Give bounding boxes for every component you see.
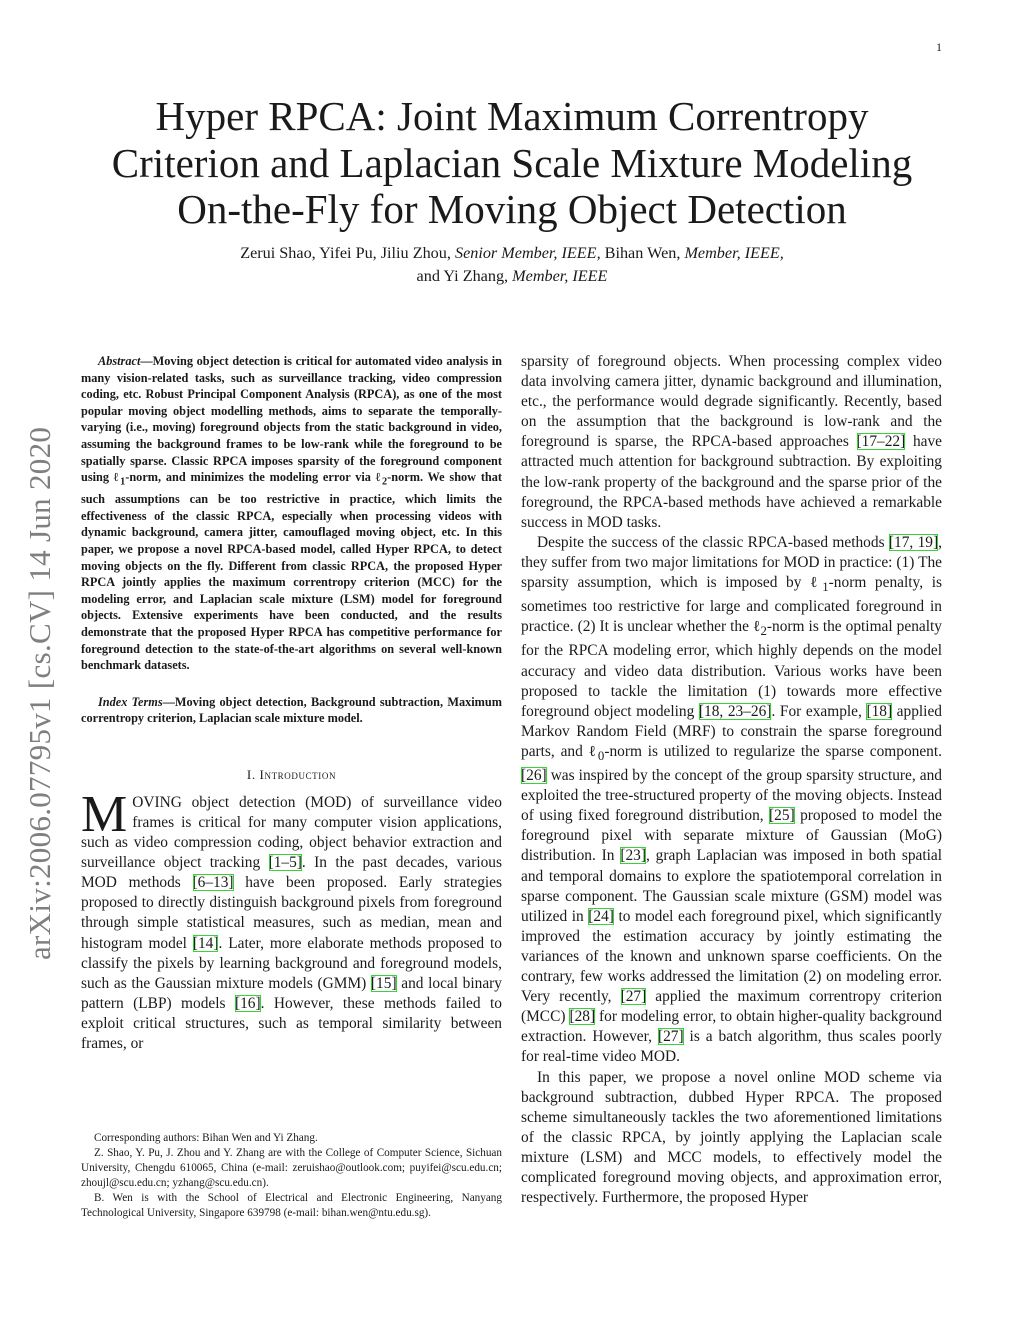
citation-link[interactable]: [27] bbox=[620, 988, 647, 1006]
title-line: Hyper RPCA: Joint Maximum Correntropy bbox=[155, 93, 869, 139]
body-text: proposed to model the foreground pixel with separate mixture of Gaussian (MoG) distribution. In bbox=[521, 807, 943, 865]
body-text: and local binary pattern (LBP) models bbox=[81, 974, 502, 1012]
body-text: -norm penalty, is sometimes too restrictive for large and complicated foreground in practice. (2) It is unclear whether the ℓ bbox=[521, 574, 942, 636]
body-text: have been proposed. Early strategies proposed to directly distinguish background pixels from foreground through simple statistical measures, such as median, mean and histogram model bbox=[81, 874, 502, 952]
body-paragraph bbox=[521, 533, 942, 1068]
citation-link[interactable]: [27] bbox=[657, 1028, 684, 1046]
body-text: for modeling error, to obtain higher-quality background extraction. However, bbox=[521, 1008, 942, 1046]
subscript: 1 bbox=[822, 580, 829, 595]
author-membership: Member, IEEE, bbox=[684, 244, 784, 262]
body-paragraph bbox=[521, 352, 942, 533]
abstract-text: -norm. We show that such assumptions can be too restrictive in practice, which limits the effectiveness of the classic RPCA, especially when processing videos with dynamic background, camera jitter, camouflaged moving object, etc. In this paper, we propose a novel RPCA-based model, called Hyper RPCA, to detect moving objects on the fly. Different from classic RPCA, the proposed Hyper RPCA jointly applies the maximum correntropy criterion (MCC) for the modeling error, and Laplacian scale mixture (LSM) model for foreground objects. Extensive experiments have been conducted, and the results demonstrate that the proposed Hyper RPCA has competitive performance for foreground detection to the state-of-the-art algorithms on several well-known benchmark datasets. bbox=[81, 470, 503, 673]
title-line: Criterion and Laplacian Scale Mixture Modeling bbox=[111, 139, 913, 186]
body-text: . For example, bbox=[771, 702, 867, 720]
citation-link[interactable]: [23] bbox=[620, 847, 646, 865]
citation-link[interactable]: [15] bbox=[370, 974, 397, 992]
right-column bbox=[521, 352, 942, 1208]
citation-link[interactable]: [14] bbox=[192, 934, 219, 952]
author-membership: Senior Member, IEEE, bbox=[454, 244, 601, 262]
section-heading bbox=[81, 767, 502, 783]
drop-cap: M bbox=[81, 785, 128, 843]
author-names: Zerui Shao, Yifei Pu, Jiliu Zhou, bbox=[240, 244, 455, 262]
body-text: . In the past decades, various MOD methods bbox=[81, 854, 502, 892]
body-text: . Later, more elaborate methods proposed to classify the pixels by learning background and foreground models, such as the Gaussian mixture models (GMM) bbox=[81, 934, 502, 992]
index-terms bbox=[81, 694, 502, 727]
footnote: Z. Shao, Y. Pu, J. Zhou and Y. Zhang are with the College of Computer Science, Sichuan University, Chengdu 610065, China (e-mail: zeruishao@outlook.com; puyifei@scu.edu.cn; zhoujl@scu.edu.cn; yzhang@scu.edu.cn). bbox=[81, 1147, 502, 1190]
citation-link[interactable]: [18, 23–26] bbox=[698, 702, 772, 720]
citation-link[interactable]: [17–22] bbox=[856, 433, 906, 451]
body-text: have attracted much attention for background subtraction. By exploiting the low-rank property of the background and the sparse prior of the foreground, the RPCA-based methods have achieved a remarkable success in MOD tasks. bbox=[521, 433, 942, 531]
body-text: . However, these methods failed to exploit critical structures, such as temporal similarity between frames, or bbox=[81, 994, 502, 1053]
subscript: 1 bbox=[120, 476, 126, 488]
arxiv-stamp: arXiv:2006.07795v1 [cs.CV] 14 Jun 2020 bbox=[22, 426, 57, 960]
body-text: , they suffer from two major limitations for MOD in practice: (1) The sparsity assumption, which is imposed by ℓ bbox=[521, 533, 942, 592]
author-names: Bihan Wen, bbox=[600, 244, 685, 262]
body-text: -norm is utilized to regularize the sparse component. bbox=[604, 742, 942, 760]
section-number: I. bbox=[246, 766, 256, 782]
body-text: was inspired by the concept of the group sparsity structure, and exploited the tree-structured property of the moving objects. Instead of using fixed foreground distribution, bbox=[521, 767, 942, 825]
subscript: 2 bbox=[382, 476, 388, 488]
subscript: 2 bbox=[760, 624, 767, 639]
body-text: OVING object detection (MOD) of surveillance video frames is critical for many computer vision applications, such as video compression coding, object behavior extraction and surveillance object tracking bbox=[81, 793, 502, 872]
citation-link[interactable]: [24] bbox=[588, 907, 614, 925]
citation-link[interactable]: [17, 19] bbox=[888, 533, 939, 551]
body-text: is a batch algorithm, thus scales poorly for real-time video MOD. bbox=[521, 1028, 942, 1066]
page-number: 1 bbox=[936, 40, 942, 54]
body-text: , graph Laplacian was imposed in both spatial and temporal domains to explore the spatiotemporal correlation in sparse component. The Gaussian scale mixture (GSM) model was utilized in bbox=[521, 847, 943, 925]
citation-link[interactable]: [1–5] bbox=[268, 854, 302, 872]
body-text: Despite the success of the classic RPCA-based methods bbox=[537, 533, 889, 551]
body-text: to model each foreground pixel, which significantly improved the estimation accuracy by jointly estimating the variances of the known and unknown sparse coefficients. On the contrary, few works addressed the limitation (2) on modeling error. Very recently, bbox=[521, 907, 942, 1006]
footnote: Corresponding authors: Bihan Wen and Yi Zhang. bbox=[94, 1132, 318, 1144]
body-text: applied Markov Random Field (MRF) to constrain the sparse foreground parts, and ℓ bbox=[521, 702, 942, 760]
body-text: sparsity of foreground objects. When processing complex video data involving camera jitter, dynamic background and illumination, etc., the performance would degrade significantly. Recently, based on the assumption that the background is low-rank and the foreground is sparse, the RPCA-based approaches bbox=[521, 353, 942, 451]
author-membership: Member, IEEE bbox=[512, 267, 608, 285]
abstract-text: -norm, and minimizes the modeling error via ℓ bbox=[125, 470, 383, 485]
body-paragraph: In this paper, we propose a novel online MOD scheme via background subtraction, dubbed Hyper RPCA. The proposed scheme simultaneously tackles the two aforementioned limitations of the classic RPCA, by jointly applying the Laplacian scale mixture (LSM) and MCC models, to effectively model the complicated foreground moving objects, and approximation error, respectively. Furthermore, the proposed Hyper bbox=[521, 1068, 942, 1207]
citation-link[interactable]: [28] bbox=[569, 1008, 596, 1026]
citation-link[interactable]: [16] bbox=[234, 994, 261, 1012]
footnotes bbox=[81, 1131, 502, 1222]
index-terms-text: —Moving object detection, Background subtraction, Maximum correntropy criterion, Laplacian scale mixture model. bbox=[81, 694, 502, 726]
citation-link[interactable]: [25] bbox=[769, 807, 795, 825]
citation-link[interactable]: [26] bbox=[521, 767, 547, 785]
citation-link[interactable]: [18] bbox=[866, 702, 893, 720]
index-terms-label: Index Terms bbox=[98, 694, 163, 709]
abstract-text: —Moving object detection is critical for automated video analysis in many vision-related tasks, such as surveillance tracking, video compression coding, etc. Robust Principal Component Analysis (RPCA), as one of the most popular moving object modelling methods, aims to separate the temporally-varying (i.e., moving) foreground objects from the static background in video, assuming the background frames to be low-rank while the foreground to be spatially sparse. Classic RPCA imposes sparsity of the foreground component using ℓ bbox=[81, 354, 502, 485]
abstract-label: Abstract bbox=[98, 354, 141, 368]
abstract bbox=[81, 353, 502, 674]
intro-paragraph bbox=[81, 785, 502, 1054]
author-line-2 bbox=[90, 265, 934, 288]
left-column bbox=[81, 353, 502, 1054]
section-title: Introduction bbox=[259, 766, 337, 782]
body-text: applied the maximum correntropy criterion (MCC) bbox=[521, 988, 942, 1026]
subscript: 0 bbox=[597, 749, 605, 764]
title-line: On-the-Fly for Moving Object Detection bbox=[177, 186, 847, 232]
paper-title bbox=[90, 93, 934, 233]
author-line-1 bbox=[90, 242, 934, 265]
author-names: and Yi Zhang, bbox=[416, 267, 513, 285]
citation-link[interactable]: [6–13] bbox=[192, 874, 234, 892]
author-list bbox=[90, 242, 934, 288]
body-text: -norm is the optimal penalty for the RPCA modeling error, which highly depends on the model accuracy and video data distribution. Various works have been proposed to tackle the limitation (1) towards more effective foreground object modeling bbox=[521, 618, 942, 720]
footnote: B. Wen is with the School of Electrical and Electronic Engineering, Nanyang Technological University, Singapore 639798 (e-mail: bihan.wen@ntu.edu.sg). bbox=[81, 1192, 502, 1220]
